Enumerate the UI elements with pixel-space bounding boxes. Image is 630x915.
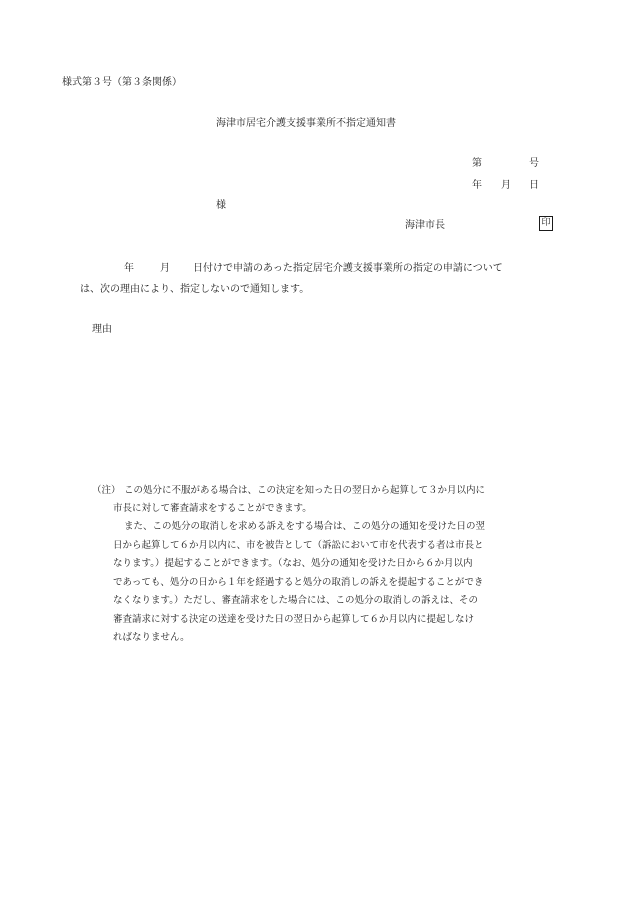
note-line: なります。）提起することができます。（なお、処分の通知を受けた日から６か月以内 (113, 558, 473, 569)
issuer: 海津市長 (405, 220, 445, 231)
document-title: 海津市居宅介護支援事業所不指定通知書 (216, 118, 396, 129)
note-line: 日から起算して６か月以内に、市を被告として（訴訟において市を代表する者は市長と (113, 540, 484, 551)
note-line: ればなりません。 (113, 632, 190, 643)
seal-mark: 印 (539, 216, 553, 231)
note-line: 市長に対して審査請求をすることができます。 (113, 503, 312, 514)
date-month: 月 (501, 180, 511, 191)
number-label: 第 (472, 158, 482, 169)
number-suffix: 号 (529, 158, 539, 169)
note-line: なくなります。）ただし、審査請求をした場合には、この処分の取消しの訴えは、その (113, 595, 478, 606)
body-year: 年 (124, 263, 134, 274)
note-line: また、この処分の取消しを求める訴えをする場合は、この処分の通知を受けた日の翌 (124, 521, 486, 532)
date-year: 年 (472, 180, 482, 191)
recipient-suffix: 様 (216, 200, 226, 211)
date-day: 日 (529, 180, 539, 191)
body-line-1-rest: 日付けで申請のあった指定居宅介護支援事業所の指定の申請について (193, 263, 503, 274)
body-line-2: は、次の理由により、指定しないので通知します。 (80, 284, 310, 295)
note-line: 審査請求に対する決定の送達を受けた日の翌日から起算して６か月以内に提起しなけ (113, 614, 475, 625)
note-line: この処分に不服がある場合は、この決定を知った日の翌日から起算して３か月以内に (124, 485, 486, 496)
body-month: 月 (160, 263, 170, 274)
note-label: （注） (92, 485, 121, 496)
reason-label: 理由 (92, 324, 112, 335)
form-number: 様式第３号（第３条関係） (62, 77, 182, 88)
note-line: であっても、処分の日から１年を経過すると処分の取消しの訴えを提起することができ (113, 577, 484, 588)
